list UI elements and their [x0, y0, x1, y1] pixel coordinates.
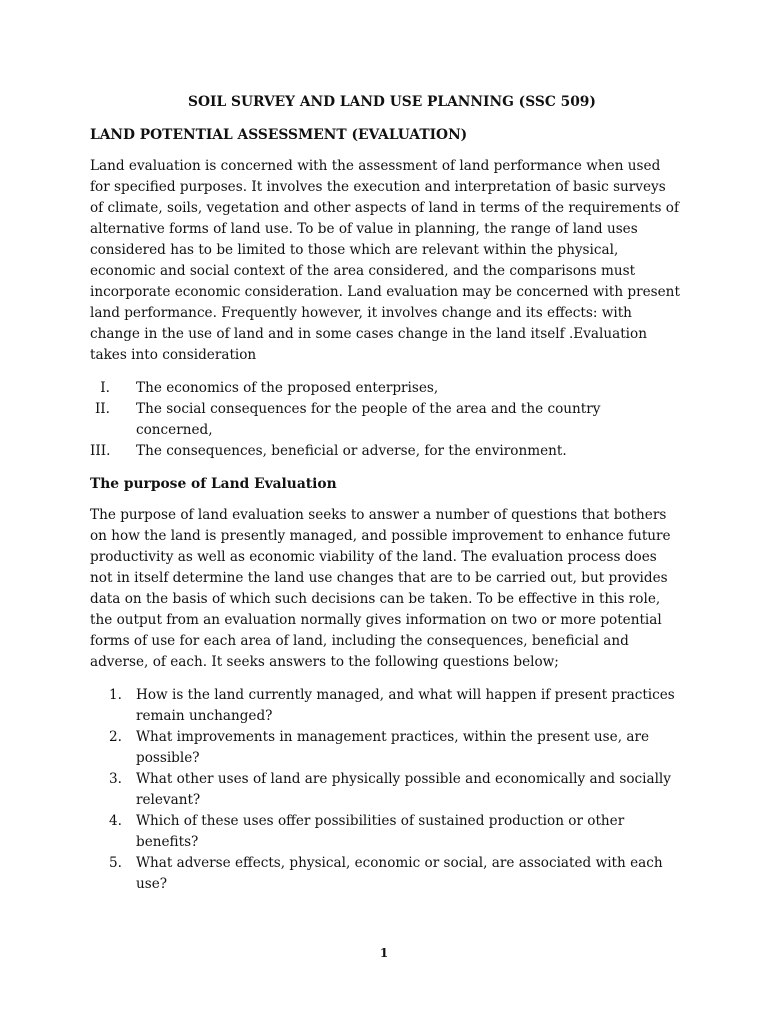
list-marker: II.: [94, 401, 110, 417]
list-item-text: What other uses of land are physically possible and economically and socially relevant?: [136, 771, 671, 808]
considerations-list: [90, 378, 680, 462]
list-item-text: What improvements in management practices, within the present use, are possible?: [136, 729, 649, 766]
purpose-paragraph: The purpose of land evaluation seeks to answer a number of questions that bothers on how the land is presently managed, and possible improvement to enhance future productivity as well as economic viability of the land. The evaluation process does not in itself determine the land use changes that are to be carried out, but provides data on the basis of which such decisions can be taken. To be effective in this role, the output from an evaluation normally gives information on two or more potential forms of use for each area of land, including the consequences, beneficial and adverse, of each. It seeks answers to the following questions below;: [90, 507, 671, 670]
list-item: [90, 727, 680, 769]
list-item: [90, 811, 680, 853]
document-title: SOIL SURVEY AND LAND USE PLANNING (SSC 509): [188, 94, 596, 110]
list-item: [90, 769, 680, 811]
questions-list: [90, 685, 680, 895]
list-item: [90, 685, 680, 727]
list-item-text: The economics of the proposed enterprises,: [136, 380, 439, 396]
list-item-text: What adverse effects, physical, economic or social, are associated with each use?: [136, 855, 663, 892]
list-item-text: The consequences, beneficial or adverse, for the environment.: [136, 443, 567, 459]
list-item: [90, 399, 680, 441]
list-marker: 3.: [109, 771, 122, 787]
list-item: [90, 853, 680, 895]
intro-paragraph: Land evaluation is concerned with the assessment of land performance when used for specified purposes. It involves the execution and interpretation of basic surveys of climate, soils, vegetation and other aspects of land in terms of the requirements of alternative forms of land use. To be of value in planning, the range of land uses considered has to be limited to those which are relevant within the physical, economic and social context of the area considered, and the comparisons must incorporate economic consideration. Land evaluation may be concerned with present land performance. Frequently however, it involves change and its effects: with change in the use of land and in some cases change in the land itself .Evaluation takes into consideration: [90, 158, 680, 363]
list-marker: 1.: [109, 687, 122, 703]
list-item-text: How is the land currently managed, and what will happen if present practices remain unchanged?: [136, 687, 675, 724]
purpose-heading: The purpose of Land Evaluation: [90, 476, 337, 492]
list-item-text: The social consequences for the people of the area and the country concerned,: [136, 401, 601, 438]
page-number: 1: [379, 946, 389, 960]
list-marker: 4.: [109, 813, 122, 829]
list-item-text: Which of these uses offer possibilities of sustained production or other benefits?: [136, 813, 625, 850]
list-marker: III.: [90, 443, 111, 459]
list-item: [90, 441, 680, 462]
list-marker: 5.: [109, 855, 122, 871]
list-marker: I.: [100, 380, 110, 396]
list-item: [90, 378, 680, 399]
list-marker: 2.: [109, 729, 122, 745]
section-heading: LAND POTENTIAL ASSESSMENT (EVALUATION): [90, 127, 468, 143]
